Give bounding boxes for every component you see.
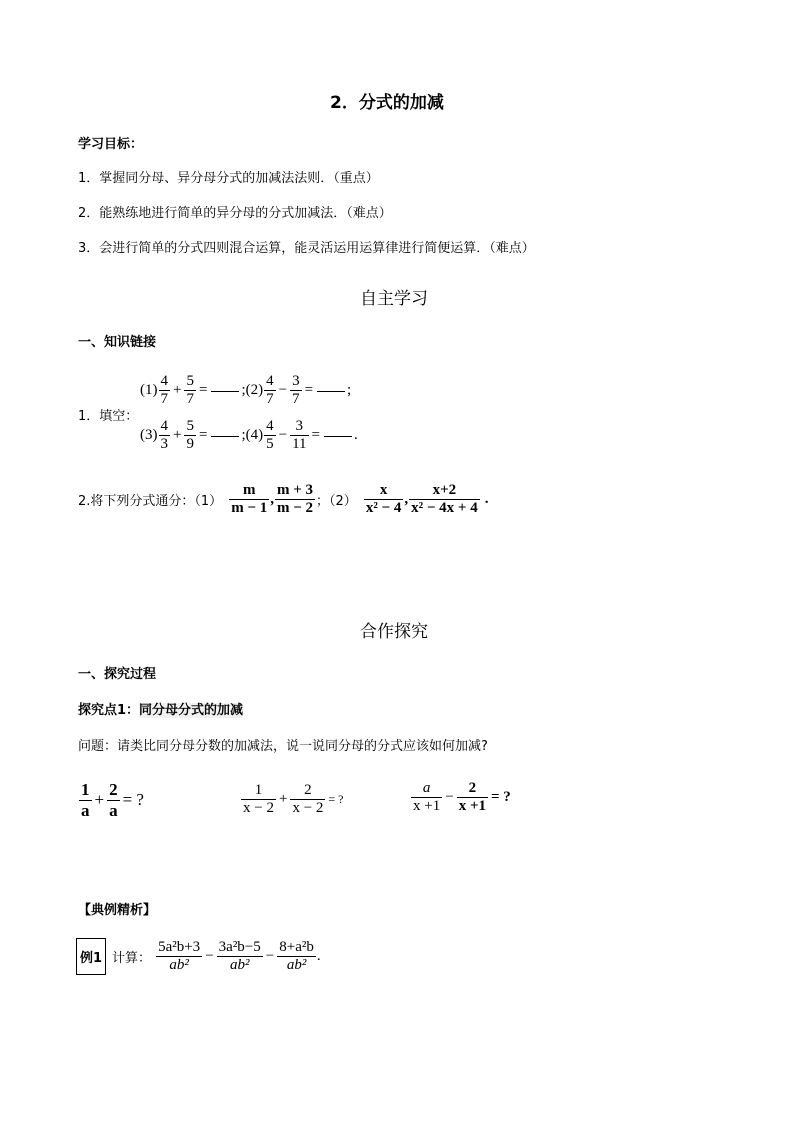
fraction: $\frac{m + 3}{m - 2}$	[276, 482, 314, 517]
knowledge-link-heading: 一、知识链接	[78, 335, 157, 350]
q1-row-1: (1) $\frac{4}{7}$ + $\frac{5}{7}$ = ; (2) $\frac{4}{7}$ − $\frac{3}{7}$ = ;	[140, 373, 352, 408]
objective-item-2: 2．能熟练地进行简单的异分母的分式加减法．（难点）	[78, 206, 392, 221]
q1-tag-3: (3)	[140, 427, 158, 444]
expr-3: $\frac{a}{x +1}$ − $\frac{2}{x +1}$ = ?	[413, 780, 511, 815]
point1-label: 探究点1：	[78, 703, 140, 718]
fraction: $\frac{4}{3}$	[160, 418, 168, 453]
example-1-row: 例1 计算： $\frac{\text{5a²b+3}}{\text{ab²}}$ − $\frac{\text{3a²b−5}}{\text{ab²}}$ − $\frac{\text{8+a²b}}{\text{ab²}}$ .	[76, 938, 321, 975]
fraction: $\frac{4}{7}$	[266, 373, 274, 408]
section-heading-cooperate: 合作探究	[360, 622, 428, 642]
answer-blank[interactable]	[324, 434, 352, 437]
fraction: $\frac{1}{x - 2}$	[243, 782, 274, 817]
page-title: 2．分式的加减	[330, 93, 444, 113]
q1-tag-2: (2)	[245, 382, 264, 399]
fraction: $\frac{m}{m - 1}$	[231, 482, 268, 517]
fraction: $\frac{5}{7}$	[186, 373, 194, 408]
section-heading-self-study: 自主学习	[360, 289, 428, 309]
fraction: $\frac{3}{11}$	[292, 418, 307, 453]
point1-title: 同分母分式的加减	[139, 703, 244, 718]
expr-2: $\frac{1}{x - 2}$ + $\frac{2}{x - 2}$ = ?	[243, 782, 344, 817]
fraction: $\frac{\text{8+a²b}}{\text{ab²}}$	[279, 938, 314, 973]
answer-blank[interactable]	[211, 389, 239, 392]
answer-blank[interactable]	[317, 389, 345, 392]
fraction: $\frac{2}{x - 2}$	[292, 782, 324, 817]
q1-row-2: (3) $\frac{4}{3}$ + $\frac{5}{9}$ = ; (4) $\frac{4}{5}$ − $\frac{3}{11}$ = .	[140, 418, 358, 453]
fraction: $\frac{2}{a}$	[109, 780, 118, 820]
fraction: $\frac{3}{7}$	[292, 373, 300, 408]
q2-label: 2.将下列分式通分：（1）	[78, 494, 223, 510]
fraction: $\frac{\text{5a²b+3}}{\text{ab²}}$	[158, 938, 201, 973]
q1-tag-1: (1)	[140, 382, 158, 399]
fraction: $\frac{1}{a}$	[81, 780, 90, 820]
fraction: $\frac{x}{\text{x² − 4}}$	[365, 482, 402, 517]
example-heading: 【典例精析】	[78, 903, 157, 918]
fraction: $\frac{4}{5}$	[266, 418, 274, 453]
fraction: $\frac{4}{7}$	[160, 373, 168, 408]
q1-label: 1．填空：	[78, 409, 139, 424]
objectives-heading: 学习目标：	[78, 137, 144, 152]
fraction: $\frac{a}{x +1}$	[413, 780, 441, 815]
fraction: $\frac{x+2}{\text{x² − 4x + 4}}$	[411, 482, 478, 517]
example-tag: 例1	[76, 938, 106, 975]
objective-item-3: 3．会进行简单的分式四则混合运算，能灵活运用运算律进行简便运算．（难点）	[78, 241, 535, 256]
fraction: $\frac{5}{9}$	[186, 418, 194, 453]
point1-heading	[78, 699, 243, 718]
expr-1: $\frac{1}{a}$ + $\frac{2}{a}$ = ?	[81, 780, 144, 820]
q2-part2-label: ；（2）	[316, 494, 357, 510]
answer-blank[interactable]	[211, 434, 239, 437]
objective-item-1: 1．掌握同分母、异分母分式的加减法法则．（重点）	[78, 171, 379, 186]
example-label: 计算：	[112, 951, 152, 966]
fraction: $\frac{\text{3a²b−5}}{\text{ab²}}$	[218, 938, 261, 973]
q2-row: 2.将下列分式通分：（1） $\frac{m}{m - 1}$ , $\frac{m + 3}{m - 2}$ ；（2） $\frac{x}{\text{x² − 4}}$ , $\frac{x+2}{\text{x² − 4x + 4}}$ .	[78, 482, 489, 517]
fraction: $\frac{2}{x +1}$	[458, 780, 486, 815]
question-text: 问题：请类比同分母分数的加减法，说一说同分母的分式应该如何加减?	[78, 739, 488, 754]
q1-tag-4: (4)	[245, 427, 264, 444]
process-heading: 一、探究过程	[78, 667, 157, 682]
